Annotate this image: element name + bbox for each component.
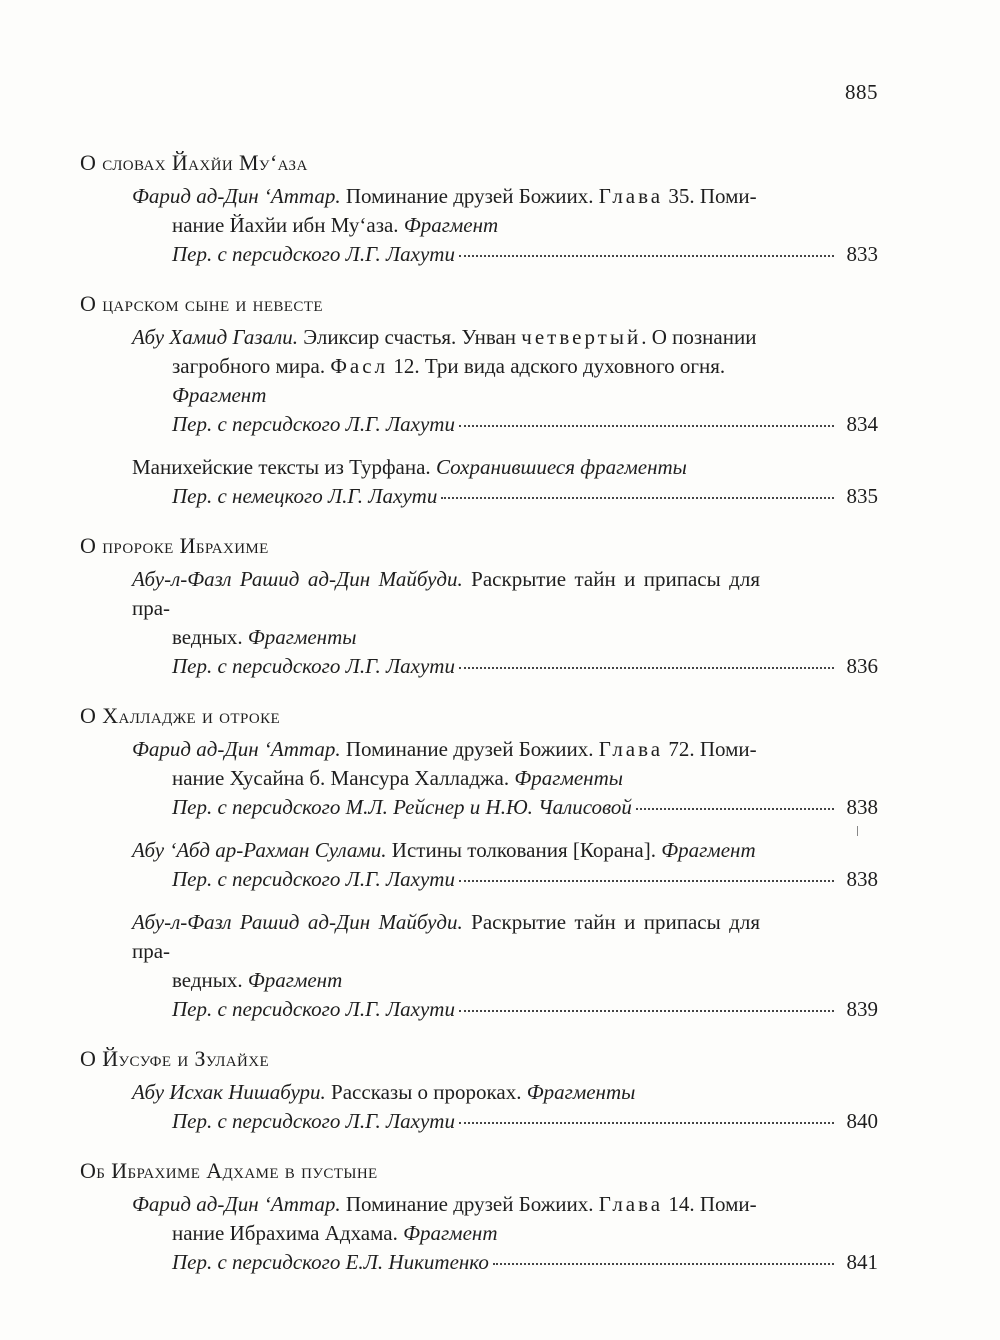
entry-title: Раскрытие тайн и припасы для пра-	[132, 910, 760, 963]
entry-line	[132, 1190, 760, 1219]
entry-line	[132, 453, 760, 482]
dot-leader	[459, 1010, 834, 1012]
entry-author: Абу-л-Фазл Рашид ад-Дин Майбуди.	[132, 567, 463, 591]
toc-section	[80, 1042, 878, 1136]
entry-description	[132, 565, 760, 652]
translator: Пер. с персидского Е.Л. Никитенко	[172, 1250, 489, 1274]
entry-title: Манихейские тексты из Турфана.	[132, 455, 436, 479]
dot-leader	[493, 1263, 834, 1265]
translator-line	[132, 240, 878, 269]
toc-section	[80, 287, 878, 511]
entry-description	[132, 735, 760, 793]
translator: Пер. с персидского Л.Г. Лахути	[172, 997, 455, 1021]
translator-line	[132, 652, 878, 681]
page-number: 885	[845, 80, 878, 104]
section-title: О словах Йахйи Му‘аза	[80, 150, 308, 175]
entry-description	[132, 1078, 760, 1107]
entry-page-number: 841	[846, 1250, 878, 1274]
entry-note: Фрагменты	[526, 1080, 636, 1104]
entry-title: Истины толкования [Корана].	[386, 838, 662, 862]
entry-title: Эликсир счастья. Унван	[298, 325, 522, 349]
section-title: Об Ибрахиме Адхаме в пустыне	[80, 1158, 378, 1183]
entry-page-number: 838	[846, 867, 878, 891]
translator-line	[132, 793, 878, 822]
entry-line	[132, 966, 760, 995]
entry-line	[132, 323, 760, 352]
entry-page-number: 839	[846, 997, 878, 1021]
entry-page-number: 840	[846, 1109, 878, 1133]
entry-title-cont: 35. Поми-	[663, 184, 757, 208]
entry-text-part: ведных.	[172, 968, 248, 992]
translator: Пер. с персидского Л.Г. Лахути	[172, 1109, 455, 1133]
entry-author: Абу-л-Фазл Рашид ад-Дин Майбуди.	[132, 910, 463, 934]
toc-entry	[80, 1190, 878, 1277]
entry-line	[132, 211, 760, 240]
translator: Пер. с персидского Л.Г. Лахути	[172, 867, 455, 891]
entry-description	[132, 453, 760, 482]
dot-leader	[459, 880, 834, 882]
entry-page-number: 834	[846, 412, 878, 436]
entry-line	[132, 623, 760, 652]
translator-line	[132, 995, 878, 1024]
entry-text-part: загробного мира.	[172, 354, 331, 378]
translator-line	[132, 1107, 878, 1136]
entry-author: Абу ‘Абд ар-Рахман Сулами.	[132, 838, 387, 862]
entry-page-number: 835	[846, 484, 878, 508]
section-title: О Халладже и отроке	[80, 703, 281, 728]
entry-note: Фрагменты	[247, 625, 357, 649]
entry-page-number: 838	[846, 795, 878, 819]
entry-spaced-word: Глава	[598, 1192, 664, 1216]
entry-spaced-word: Фасл	[330, 354, 389, 378]
section-title: О пророке Ибрахиме	[80, 533, 269, 558]
entry-title: Поминание друзей Божиих.	[340, 184, 599, 208]
entry-description	[132, 323, 760, 410]
entry-note: Фрагмент	[247, 968, 343, 992]
toc-entry	[80, 1078, 878, 1136]
dot-leader	[459, 667, 834, 669]
entry-description	[132, 182, 760, 240]
toc-entry	[80, 182, 878, 269]
entry-note: Фрагмент	[403, 1221, 498, 1245]
entry-note: Фрагмент	[661, 838, 756, 862]
translator: Пер. с персидского Л.Г. Лахути	[172, 412, 455, 436]
toc-entry	[80, 735, 878, 822]
entry-line	[132, 1078, 760, 1107]
toc-section	[80, 146, 878, 269]
entry-text-part: нание Хусайна б. Мансура Халладжа.	[172, 766, 515, 790]
entry-line	[132, 908, 760, 966]
translator-line	[132, 865, 878, 894]
translator-line	[132, 410, 878, 439]
entry-author: Фарид ад-Дин ‘Аттар.	[132, 184, 341, 208]
entry-description	[132, 836, 760, 865]
dot-leader	[459, 425, 834, 427]
toc-section	[80, 1154, 878, 1277]
translator-line	[132, 482, 878, 511]
entry-line	[132, 182, 760, 211]
entry-line	[132, 352, 760, 381]
entry-title-cont: . О познании	[641, 325, 757, 349]
dot-leader	[459, 1122, 834, 1124]
translator: Пер. с персидского Л.Г. Лахути	[172, 654, 455, 678]
entry-author: Абу Исхак Нишабури.	[132, 1080, 326, 1104]
entry-text-part: ведных.	[172, 625, 248, 649]
entry-description	[132, 1190, 760, 1248]
entry-spaced-word: Глава	[598, 737, 664, 761]
entry-spaced-word: Глава	[598, 184, 664, 208]
entry-title-cont: 72. Поми-	[663, 737, 757, 761]
entry-title: Раскрытие тайн и припасы для пра-	[132, 567, 760, 620]
dot-leader	[441, 497, 834, 499]
entry-line	[132, 735, 760, 764]
table-of-contents	[80, 146, 878, 1295]
toc-entry	[80, 453, 878, 511]
entry-description	[132, 908, 760, 995]
toc-section	[80, 529, 878, 681]
dot-leader	[636, 808, 834, 810]
toc-entry	[80, 908, 878, 1024]
entry-title-cont: 14. Поми-	[663, 1192, 757, 1216]
toc-entry	[80, 836, 878, 894]
toc-entry	[80, 323, 878, 439]
entry-line	[132, 836, 760, 865]
section-title: О царском сыне и невесте	[80, 291, 323, 316]
entry-line	[132, 381, 760, 410]
toc-entry	[80, 565, 878, 681]
margin-mark	[857, 826, 858, 836]
entry-title: Поминание друзей Божиих.	[340, 1192, 599, 1216]
entry-author: Абу Хамид Газали.	[132, 325, 298, 349]
dot-leader	[459, 255, 834, 257]
translator: Пер. с персидского Л.Г. Лахути	[172, 242, 455, 266]
entry-note: Сохранившиеся фрагменты	[435, 455, 687, 479]
translator: Пер. с немецкого Л.Г. Лахути	[172, 484, 438, 508]
entry-line	[132, 565, 760, 623]
entry-page-number: 836	[846, 654, 878, 678]
entry-text-part: нание Ибрахима Адхама.	[172, 1221, 404, 1245]
entry-line	[132, 1219, 760, 1248]
entry-spaced-word: четвертый	[521, 325, 642, 349]
translator-line	[132, 1248, 878, 1277]
entry-note: Фрагменты	[514, 766, 623, 790]
entry-author: Фарид ад-Дин ‘Аттар.	[132, 1192, 341, 1216]
entry-text-part: 12. Три вида адского духовного огня.	[388, 354, 726, 378]
entry-title: Поминание друзей Божиих.	[340, 737, 599, 761]
entry-page-number: 833	[846, 242, 878, 266]
entry-text-part: нание Йахйи ибн Му‘аза.	[172, 213, 404, 237]
entry-author: Фарид ад-Дин ‘Аттар.	[132, 737, 341, 761]
translator: Пер. с персидского М.Л. Рейснер и Н.Ю. Чалисовой	[172, 795, 632, 819]
entry-line	[132, 764, 760, 793]
toc-section	[80, 699, 878, 1024]
entry-note: Фрагмент	[403, 213, 499, 237]
entry-note: Фрагмент	[172, 383, 267, 407]
entry-title: Рассказы о пророках.	[325, 1080, 527, 1104]
section-title: О Йусуфе и Зулайхе	[80, 1046, 270, 1071]
